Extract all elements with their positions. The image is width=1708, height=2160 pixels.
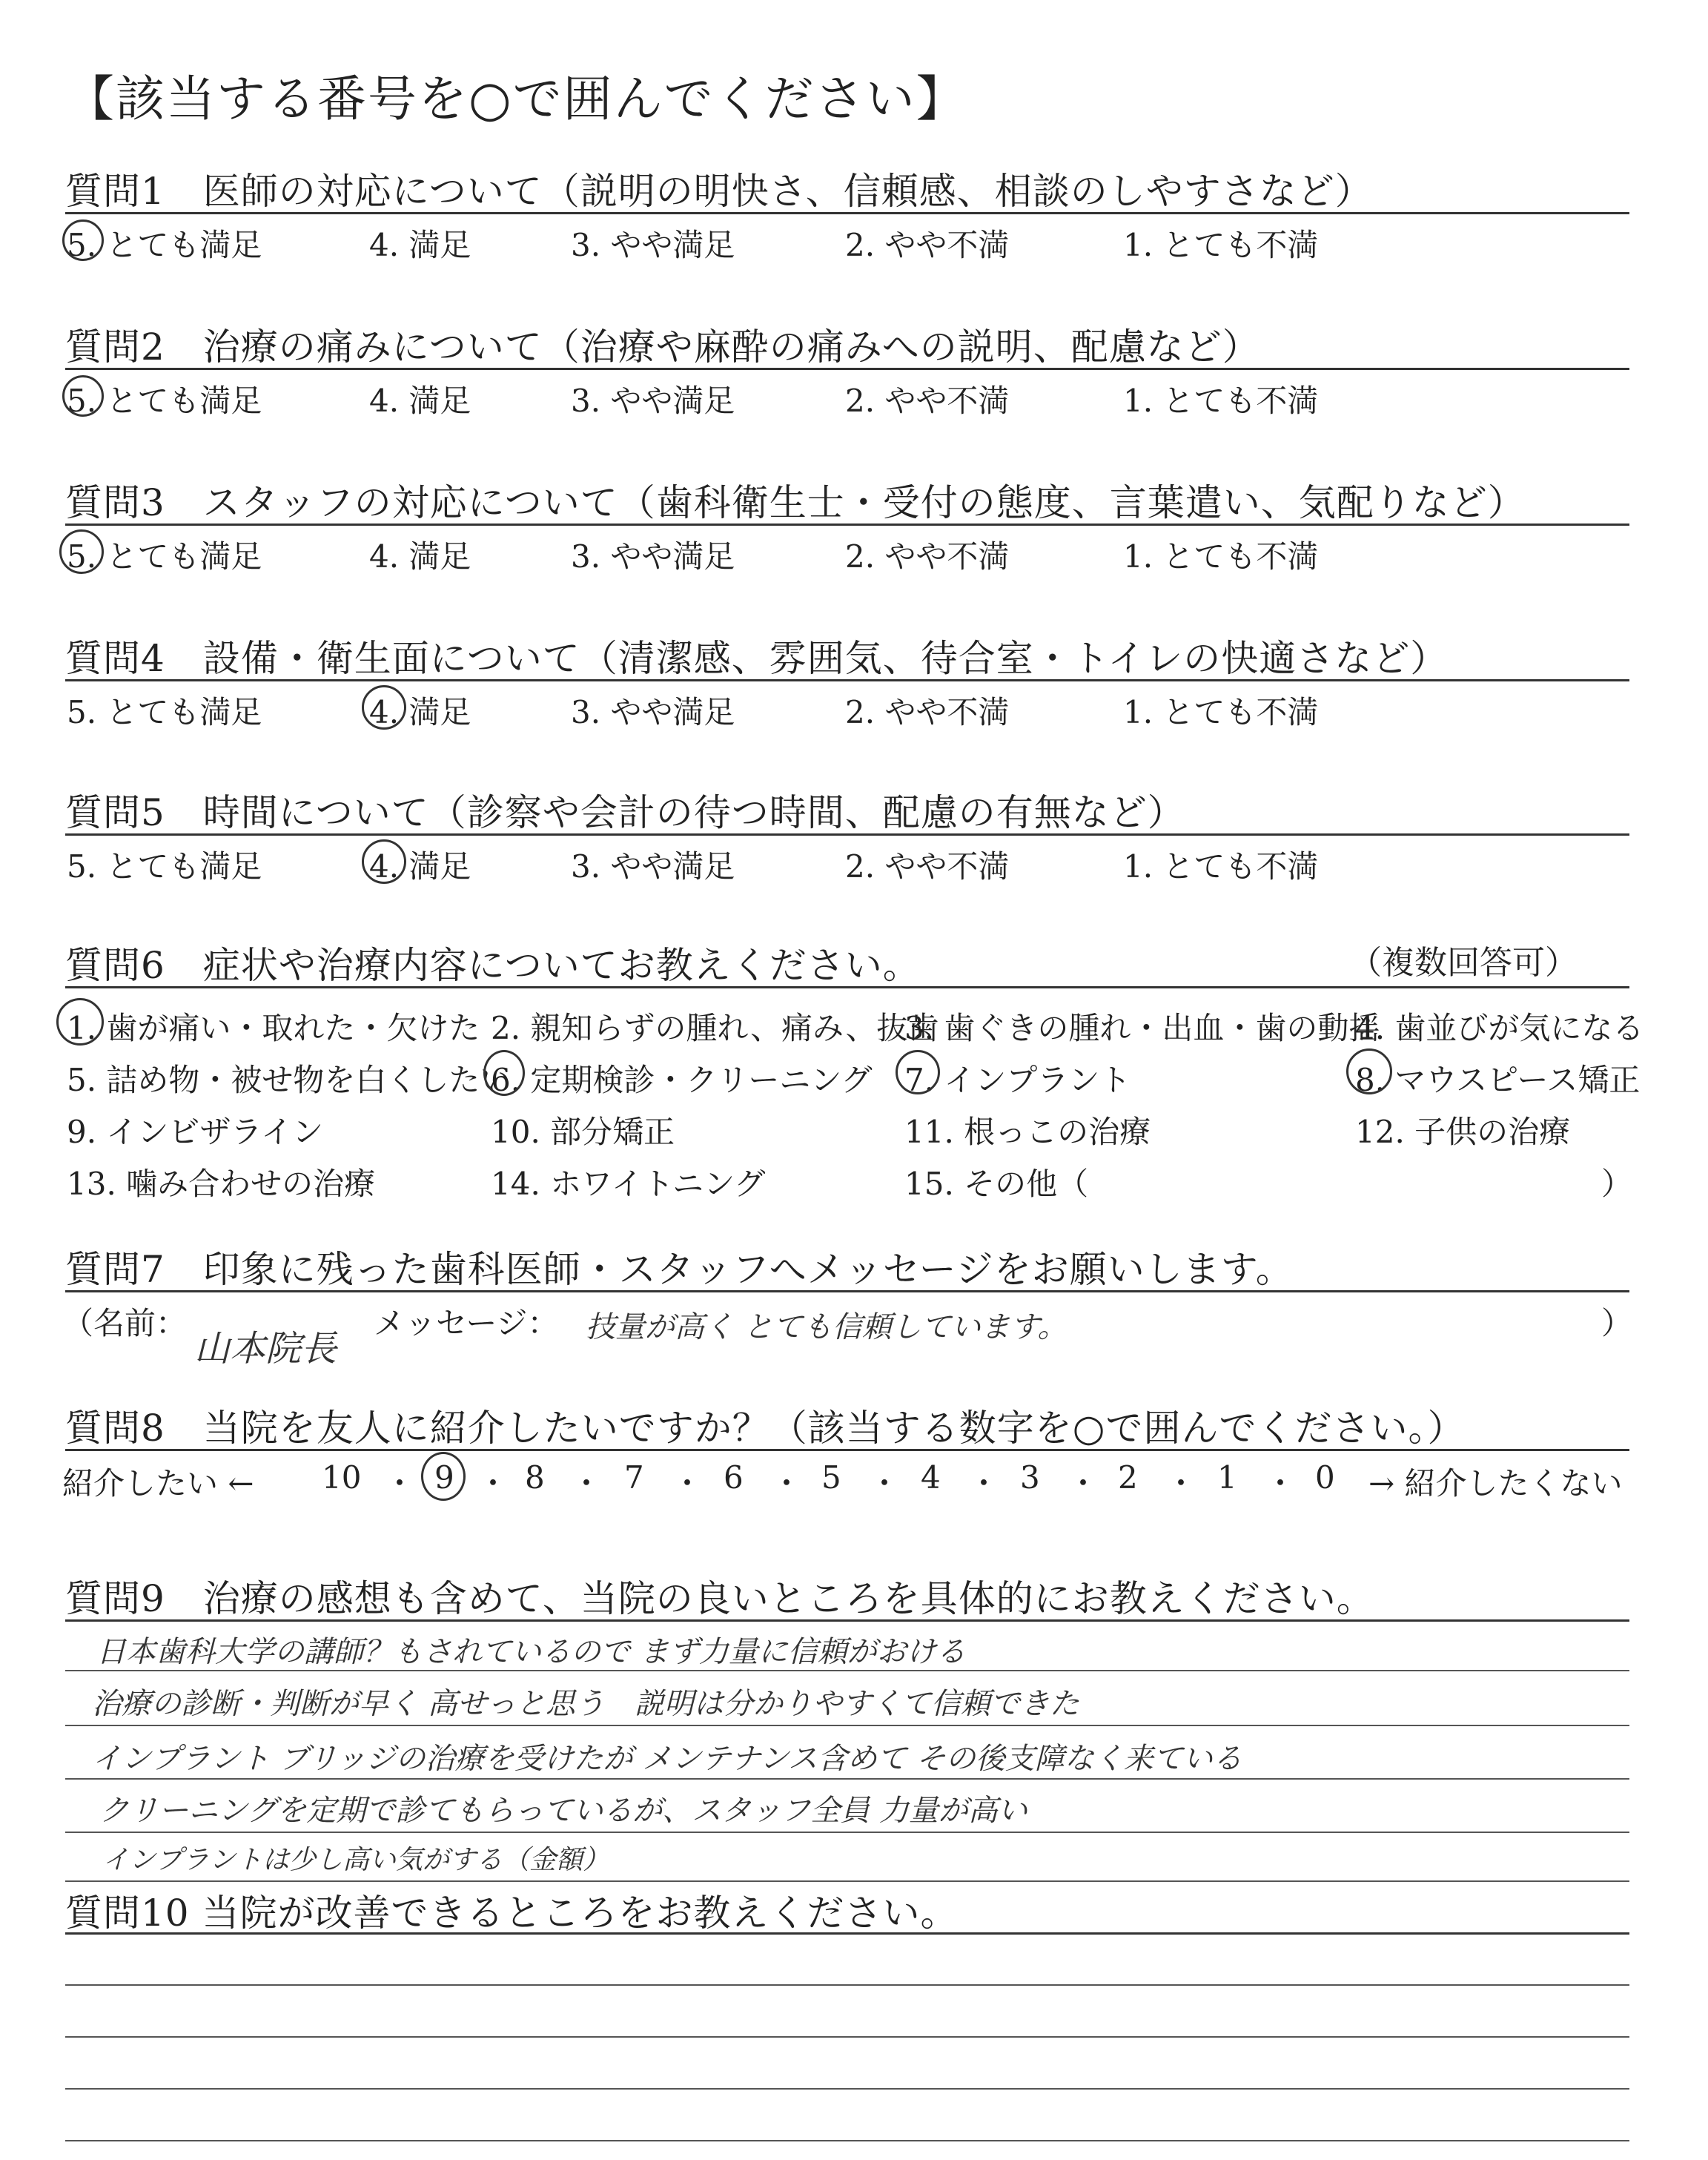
q6-option-3[interactable]: 3. 歯ぐきの腫れ・出血・歯の動揺 [904, 1010, 1380, 1046]
q8-rule [65, 1449, 1629, 1451]
q7-title: 質問7 印象に残った歯科医師・スタッフへメッセージをお願いします。 [65, 1248, 1294, 1291]
q5-option-1[interactable]: 1. とても不満 [1123, 848, 1319, 885]
q1-title: 質問1 医師の対応について（説明の明快さ、信頼感、相談のしやすさなど） [65, 170, 1373, 213]
q6-selected-circle-8 [1346, 1048, 1392, 1094]
q1-option-2[interactable]: 2. やや不満 [845, 227, 1010, 263]
q5-rule [65, 833, 1629, 836]
q1-option-1[interactable]: 1. とても不満 [1123, 227, 1319, 263]
q3-title: 質問3 スタッフの対応について（歯科衛生士・受付の態度、言葉遣い、気配りなど） [65, 481, 1526, 524]
q1-option-5[interactable]: 5. とても満足 [67, 227, 262, 263]
q6-rule [65, 986, 1629, 988]
q6-selected-circle-7 [896, 1050, 940, 1094]
q1-option-4[interactable]: 4. 満足 [369, 227, 471, 263]
q8-number-3[interactable]: 3 [1020, 1459, 1040, 1496]
q6-option-7[interactable]: 7. インプラント [904, 1062, 1131, 1098]
q2-option-2[interactable]: 2. やや不満 [845, 383, 1010, 419]
q2-option-4[interactable]: 4. 満足 [369, 383, 471, 419]
q3-selected-circle [59, 529, 104, 574]
q2-option-5[interactable]: 5. とても満足 [67, 383, 262, 419]
q5-selected-circle [362, 839, 406, 884]
q5-option-2[interactable]: 2. やや不満 [845, 848, 1010, 885]
q2-selected-circle [62, 375, 104, 417]
q3-rule [65, 524, 1629, 526]
q7-name-label: （名前： [62, 1305, 188, 1341]
q9-answer-line-2[interactable]: 治療の診断・判断が早く 高せっと思う 説明は分かりやすくて信頼できた [92, 1687, 1079, 1721]
q10-writing-line [65, 2140, 1629, 2141]
q8-separator: ・ [672, 1465, 704, 1502]
q8-separator: ・ [869, 1465, 901, 1502]
q6-other-close-paren: ） [1601, 1166, 1633, 1202]
q9-writing-line [65, 1880, 1629, 1882]
q1-option-3[interactable]: 3. やや満足 [571, 227, 735, 263]
q9-answer-line-4[interactable]: クリーニングを定期で診てもらっているが、スタッフ全員 力量が高い [99, 1794, 1027, 1828]
instructions-header: 【該当する番号を○で囲んでください】 [65, 70, 967, 128]
q4-selected-circle [362, 685, 406, 730]
q6-option-15[interactable]: 15. その他（ [904, 1166, 1089, 1202]
q8-number-0[interactable]: 0 [1315, 1459, 1335, 1496]
q8-number-6[interactable]: 6 [724, 1459, 744, 1496]
q2-title: 質問2 治療の痛みについて（治療や麻酔の痛みへの説明、配慮など） [65, 326, 1260, 369]
q6-option-2[interactable]: 2. 親知らずの腫れ、痛み、抜歯 [491, 1010, 939, 1046]
q9-answer-line-3[interactable]: インプラント ブリッジの治療を受けたが メンテナンス含めて その後支障なく来ている [92, 1742, 1242, 1776]
q9-answer-line-5[interactable]: インプラントは少し高い気がする（金額） [102, 1845, 610, 1875]
q8-left-label: 紹介したい ← [62, 1465, 254, 1502]
q6-option-14[interactable]: 14. ホワイトニング [491, 1166, 766, 1202]
q6-selected-circle-6 [483, 1050, 525, 1096]
q9-writing-line [65, 1725, 1629, 1726]
q8-number-8[interactable]: 8 [525, 1459, 545, 1496]
q6-option-13[interactable]: 13. 噛み合わせの治療 [67, 1166, 376, 1202]
q1-rule [65, 212, 1629, 214]
q6-option-6[interactable]: 6. 定期検診・クリーニング [491, 1062, 873, 1098]
q2-rule [65, 368, 1629, 370]
q4-option-2[interactable]: 2. やや不満 [845, 694, 1010, 730]
q10-writing-line [65, 2036, 1629, 2038]
q7-rule [65, 1290, 1629, 1292]
q3-option-3[interactable]: 3. やや満足 [571, 538, 735, 575]
q8-number-9[interactable]: 9 [434, 1459, 454, 1496]
q8-number-7[interactable]: 7 [624, 1459, 644, 1496]
q10-writing-line [65, 1984, 1629, 1986]
q6-option-4[interactable]: 4. 歯並びが気になる [1355, 1010, 1644, 1046]
q9-writing-line [65, 1778, 1629, 1780]
q7-name-handwriting[interactable]: 山本院長 [194, 1328, 337, 1370]
q8-separator: ・ [1265, 1465, 1297, 1502]
q7-close-paren: ） [1601, 1305, 1633, 1341]
q8-number-4[interactable]: 4 [921, 1459, 941, 1496]
q4-option-5[interactable]: 5. とても満足 [67, 694, 262, 730]
q8-separator: ・ [477, 1465, 509, 1502]
q6-option-12[interactable]: 12. 子供の治療 [1355, 1114, 1571, 1150]
q3-option-4[interactable]: 4. 満足 [369, 538, 471, 575]
q8-separator: ・ [1068, 1465, 1099, 1502]
q8-number-5[interactable]: 5 [821, 1459, 841, 1496]
q8-number-1[interactable]: 1 [1217, 1459, 1237, 1496]
q6-title: 質問6 症状や治療内容についてお教えください。 [65, 944, 921, 987]
q8-selected-circle [421, 1452, 466, 1501]
q9-rule [65, 1619, 1629, 1622]
q5-option-4[interactable]: 4. 満足 [369, 848, 471, 885]
q8-number-2[interactable]: 2 [1118, 1459, 1138, 1496]
q7-message-label: メッセージ： [374, 1305, 559, 1341]
q4-option-3[interactable]: 3. やや満足 [571, 694, 735, 730]
q5-option-3[interactable]: 3. やや満足 [571, 848, 735, 885]
q8-separator: ・ [571, 1465, 603, 1502]
q10-rule [65, 1932, 1629, 1935]
q2-option-1[interactable]: 1. とても不満 [1123, 383, 1319, 419]
q2-option-3[interactable]: 3. やや満足 [571, 383, 735, 419]
q3-option-5[interactable]: 5. とても満足 [67, 538, 262, 575]
q6-option-9[interactable]: 9. インビザライン [67, 1114, 324, 1150]
q8-separator: ・ [1165, 1465, 1197, 1502]
q6-option-11[interactable]: 11. 根っこの治療 [904, 1114, 1151, 1150]
q6-option-5[interactable]: 5. 詰め物・被せ物を白くしたい [67, 1062, 512, 1098]
q4-option-1[interactable]: 1. とても不満 [1123, 694, 1319, 730]
q3-option-1[interactable]: 1. とても不満 [1123, 538, 1319, 575]
q7-message-handwriting[interactable]: 技量が高く とても信頼しています。 [586, 1310, 1068, 1344]
q10-writing-line [65, 2088, 1629, 2090]
q6-multiple-note: （複数回答可） [1349, 944, 1578, 982]
q9-title: 質問9 治療の感想も含めて、当院の良いところを具体的にお教えください。 [65, 1577, 1374, 1620]
q8-number-10[interactable]: 10 [322, 1459, 362, 1496]
q8-right-label: → 紹介したくない [1368, 1465, 1623, 1502]
q9-writing-line [65, 1832, 1629, 1833]
q8-separator: ・ [771, 1465, 803, 1502]
q9-answer-line-1[interactable]: 日本歯科大学の講師？もされているので まず力量に信頼がおける [96, 1635, 966, 1669]
q8-title: 質問8 当院を友人に紹介したいですか？（該当する数字を○で囲んでください。） [65, 1407, 1466, 1450]
q8-separator: ・ [968, 1465, 1000, 1502]
q5-title: 質問5 時間について（診察や会計の待つ時間、配慮の有無など） [65, 791, 1185, 834]
q6-option-1[interactable]: 1. 歯が痛い・取れた・欠けた [67, 1010, 480, 1046]
q6-selected-circle-1 [56, 998, 104, 1046]
q8-separator: ・ [384, 1465, 416, 1502]
q6-option-10[interactable]: 10. 部分矯正 [491, 1114, 675, 1150]
q4-rule [65, 679, 1629, 681]
q3-option-2[interactable]: 2. やや不満 [845, 538, 1010, 575]
q6-option-8[interactable]: 8. マウスピース矯正 [1355, 1062, 1641, 1098]
q4-option-4[interactable]: 4. 満足 [369, 694, 471, 730]
q5-option-5[interactable]: 5. とても満足 [67, 848, 262, 885]
q9-writing-line [65, 1670, 1629, 1671]
q4-title: 質問4 設備・衛生面について（清潔感、雰囲気、待合室・トイレの快適さなど） [65, 637, 1449, 680]
q1-selected-circle [62, 219, 104, 261]
q10-title: 質問10 当院が改善できるところをお教えください。 [65, 1892, 959, 1935]
